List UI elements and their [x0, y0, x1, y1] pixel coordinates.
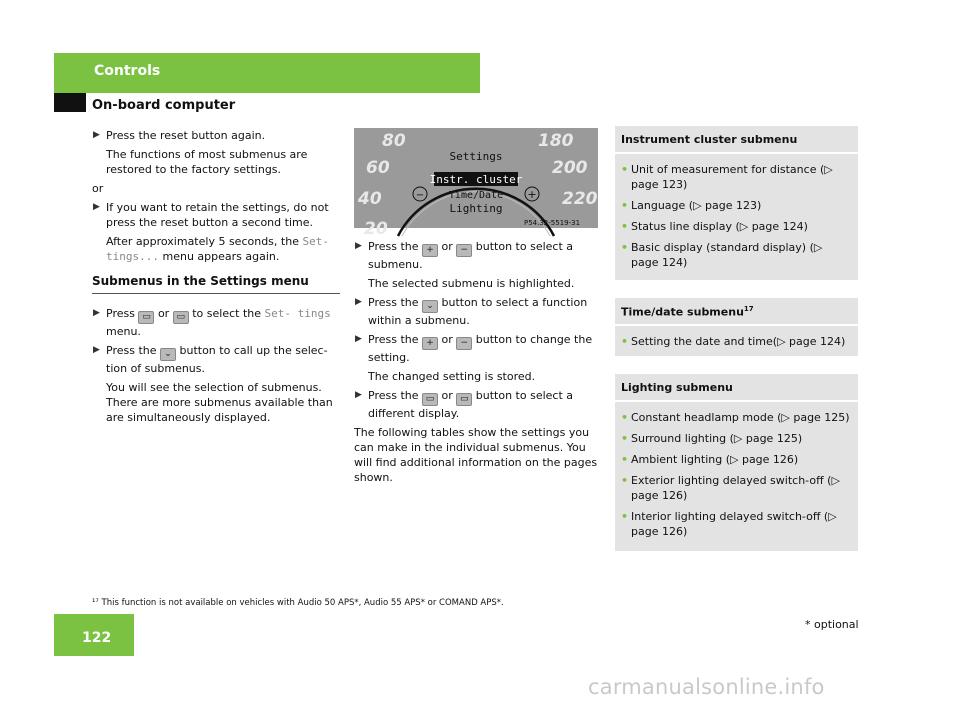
table-item: • Interior lighting delayed switch-off (▷ page 126): [621, 510, 837, 538]
speed-label-20: 20: [364, 219, 388, 239]
table-item: • Exterior lighting delayed switch-off (▷ page 126): [621, 474, 840, 502]
speed-label-180: 180: [538, 131, 574, 151]
table-title: Lighting submenu: [615, 374, 858, 402]
display-illustration: [354, 128, 598, 239]
table-item: • Setting the date and time(▷ page 124): [621, 335, 846, 348]
footnote-ref: 17: [743, 305, 754, 313]
step-reset-again: ▶ Press the reset button again.: [93, 129, 266, 142]
section-title: Controls: [94, 63, 161, 79]
wheel-down-button-icon: ▭: [456, 393, 472, 406]
step-select-submenu: ▶ Press the + or − button to select a submenu.: [355, 240, 574, 271]
down-button-icon: ⌄: [422, 300, 438, 313]
instrument-cluster-display: [354, 128, 598, 239]
display-item-lighting: Lighting: [449, 202, 503, 215]
minus-icon: −: [415, 190, 425, 201]
display-item-timedate: Time/Date: [448, 190, 504, 201]
left-column: [92, 128, 344, 429]
arrow-icon: ▶: [93, 130, 100, 140]
time-date-table: [615, 298, 858, 356]
table-item: • Unit of measurement for distance (▷ page 123): [621, 163, 833, 191]
arrow-icon: ▶: [93, 308, 100, 318]
arrow-icon: ▶: [355, 241, 362, 251]
step-settings-reappear: After approximately 5 seconds, the Set- tings... menu appears again.: [106, 235, 329, 263]
table-item: • Language (▷ page 123): [621, 199, 762, 212]
down-button-icon: ⌄: [160, 348, 176, 361]
table-item: • Basic display (standard display) (▷ page 124): [621, 241, 823, 269]
arrow-icon: ▶: [93, 202, 100, 212]
table-item: • Constant headlamp mode (▷ page 125): [621, 411, 850, 424]
step-call-submenus: ▶ Press the ⌄ button to call up the selec- tion of submenus.: [93, 344, 328, 375]
minus-button-icon: −: [456, 337, 472, 350]
plus-icon: +: [527, 188, 537, 201]
tables-intro: The following tables show the settings you can make in the individual submenus. You will find additional information on the pages shown.: [354, 426, 598, 484]
table-item: • Ambient lighting (▷ page 126): [621, 453, 799, 466]
middle-column: [354, 239, 602, 485]
wheel-up-button-icon: ▭: [422, 393, 438, 406]
arrow-icon: ▶: [355, 390, 362, 400]
table-title: Instrument cluster submenu: [615, 126, 858, 154]
stored-note: The changed setting is stored.: [368, 370, 536, 383]
table-title: Time/date submenu$^{17}$: [615, 298, 858, 326]
speed-label-40: 40: [358, 189, 382, 209]
table-item: • Surround lighting (▷ page 125): [621, 432, 803, 445]
plus-button-icon: +: [422, 244, 438, 257]
step-select-display: ▶ Press the ▭ or ▭ button to select a different display.: [355, 389, 574, 420]
display-selected-item: Instr. cluster: [429, 173, 523, 186]
instrument-cluster-table: [615, 126, 858, 280]
or-text: or: [92, 182, 104, 195]
speed-label-220: 220: [562, 189, 598, 209]
step-change-setting: ▶ Press the + or − button to change the setting.: [355, 333, 593, 364]
wheel-up-button-icon: ▭: [138, 311, 154, 324]
display-title: Settings: [449, 150, 503, 163]
optional-note: * optional: [805, 618, 859, 631]
step-select-settings: ▶ Press ▭ or ▭ to select the Set- tings menu.: [93, 307, 331, 338]
submenu-selection-note: You will see the selection of submenus. There are more submenus available than are simultaneously displayed.: [106, 381, 333, 424]
arrow-icon: ▶: [93, 345, 100, 355]
highlight-note: The selected submenu is highlighted.: [368, 277, 575, 290]
arrow-icon: ▶: [355, 334, 362, 344]
table-item: • Status line display (▷ page 124): [621, 220, 808, 233]
step-retain-settings: ▶ If you want to retain the settings, do not press the reset button a second time.: [93, 201, 329, 229]
page-number: 122: [82, 630, 112, 646]
minus-button-icon: −: [456, 244, 472, 257]
section-heading: Submenus in the Settings menu: [92, 274, 340, 294]
footnote: ¹⁷ This function is not available on vehicles with Audio 50 APS*, Audio 55 APS* or COMAND APS*.: [92, 598, 504, 608]
speed-label-60: 60: [366, 158, 390, 178]
image-code: P54.32-5519-31: [524, 219, 581, 227]
lighting-table: [615, 374, 858, 551]
speed-label-200: 200: [552, 158, 588, 178]
arrow-icon: ▶: [355, 297, 362, 307]
plus-button-icon: +: [422, 337, 438, 350]
step-select-function: ▶ Press the ⌄ button to select a function within a submenu.: [355, 296, 588, 327]
wheel-down-button-icon: ▭: [173, 311, 189, 324]
subsection-marker: [54, 93, 86, 112]
speed-label-80: 80: [382, 131, 406, 151]
subsection-title: On-board computer: [92, 98, 236, 113]
step-result: The functions of most submenus are restored to the factory settings.: [106, 148, 308, 176]
watermark: carmanualsonline.info: [588, 675, 825, 699]
